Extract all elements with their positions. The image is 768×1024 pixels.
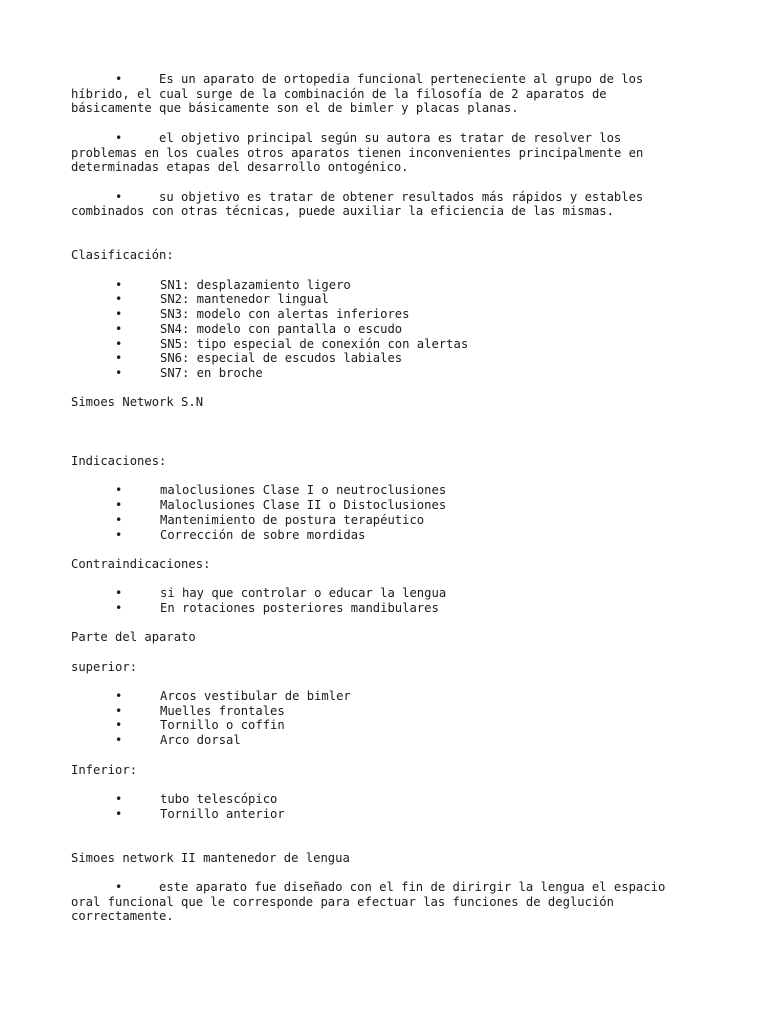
simoes-title: Simoes Network S.N [71, 395, 204, 410]
bullet-icon: • [115, 130, 123, 145]
document-page [71, 72, 691, 939]
list-item-text: Maloclusiones Clase II o Distoclusiones [160, 498, 447, 513]
paragraph-text: el objetivo principal según su autora es tratar de resolver los problemas en los cuales otros aparatos tienen inconvenientes principalmente en determinadas etapas del desarrollo ontogénico. [71, 130, 644, 175]
list-item-text: maloclusiones Clase I o neutroclusiones [160, 483, 447, 498]
list-item-text: SN7: en broche [160, 365, 263, 380]
paragraph-text: su objetivo es tratar de obtener resultados más rápidos y estables combinados con otras técnicas, puede auxiliar la eficiencia de las mismas. [71, 189, 644, 219]
simoes-ii-paragraph [71, 880, 691, 924]
contraindicaciones-list [71, 586, 691, 615]
list-item-text: SN2: mantenedor lingual [160, 292, 329, 307]
bullet-icon: • [115, 498, 123, 513]
paragraph-text: este aparato fue diseñado con el fin de dirirgir la lengua el espacio oral funcional que le corresponde para efectuar las funciones de deglución correctamente. [71, 880, 666, 924]
list-item-text: SN3: modelo con alertas inferiores [160, 307, 410, 322]
list-item-text: En rotaciones posteriores mandibulares [160, 600, 439, 615]
list-item [71, 689, 691, 704]
list-item-text: Mantenimiento de postura terapéutico [160, 512, 425, 527]
bullet-icon: • [115, 277, 123, 292]
list-item [71, 307, 691, 322]
bullet-icon: • [115, 733, 123, 748]
list-item-text: SN6: especial de escudos labiales [160, 351, 403, 366]
list-item [71, 718, 691, 733]
list-item-text: Arcos vestibular de bimler [160, 689, 351, 704]
bullet-icon: • [115, 321, 123, 336]
bullet-icon: • [115, 365, 123, 380]
list-item [71, 513, 691, 528]
inferior-heading: Inferior: [71, 762, 138, 777]
bullet-icon: • [115, 307, 123, 322]
list-item [71, 351, 691, 366]
bullet-icon: • [115, 292, 123, 307]
list-item [71, 807, 691, 822]
bullet-icon: • [115, 703, 123, 718]
bullet-icon: • [115, 527, 123, 542]
intro-paragraph-3 [71, 190, 691, 219]
list-item-text: Tornillo anterior [160, 806, 285, 821]
list-item [71, 292, 691, 307]
clasificacion-list [71, 278, 691, 381]
parte-heading: Parte del aparato [71, 630, 196, 645]
list-item [71, 483, 691, 498]
intro-paragraph-1 [71, 72, 691, 116]
bullet-icon: • [115, 689, 123, 704]
list-item [71, 498, 691, 513]
superior-list [71, 689, 691, 748]
spacer [71, 234, 691, 249]
list-item-text: Arco dorsal [160, 733, 241, 748]
bullet-icon: • [115, 880, 123, 895]
bullet-icon: • [115, 72, 123, 86]
list-item-text: si hay que controlar o educar la lengua [160, 586, 447, 601]
clasificacion-heading: Clasificación: [71, 248, 174, 263]
bullet-icon: • [115, 483, 123, 498]
list-item [71, 366, 691, 381]
inferior-list [71, 792, 691, 821]
list-item-text: Tornillo o coffin [160, 718, 285, 733]
bullet-icon: • [115, 512, 123, 527]
list-item [71, 733, 691, 748]
list-item [71, 337, 691, 352]
list-item-text: tubo telescópico [160, 791, 278, 806]
bullet-icon: • [115, 718, 123, 733]
paragraph-text: Es un aparato de ortopedia funcional perteneciente al grupo de los híbrido, el cual surge de la combinación de la filosofía de 2 aparatos de básicamente que básicamente son el de bimler y placas planas. [71, 72, 644, 116]
list-item [71, 528, 691, 543]
intro-paragraph-2 [71, 131, 691, 175]
spacer [71, 836, 691, 851]
list-item-text: SN5: tipo especial de conexión con alertas [160, 336, 469, 351]
list-item [71, 586, 691, 601]
indicaciones-heading: Indicaciones: [71, 454, 167, 469]
list-item [71, 278, 691, 293]
bullet-icon: • [115, 791, 123, 806]
list-item [71, 322, 691, 337]
bullet-icon: • [115, 586, 123, 601]
list-item-text: Corrección de sobre mordidas [160, 527, 366, 542]
bullet-icon: • [115, 600, 123, 615]
bullet-icon: • [115, 336, 123, 351]
list-item-text: SN4: modelo con pantalla o escudo [160, 321, 403, 336]
list-item [71, 792, 691, 807]
bullet-icon: • [115, 189, 123, 204]
list-item [71, 704, 691, 719]
bullet-icon: • [115, 351, 123, 366]
contraindicaciones-heading: Contraindicaciones: [71, 556, 211, 571]
superior-heading: superior: [71, 659, 138, 674]
list-item-text: Muelles frontales [160, 703, 285, 718]
simoes-ii-title: Simoes network II mantenedor de lengua [71, 850, 350, 865]
list-item-text: SN1: desplazamiento ligero [160, 277, 351, 292]
list-item [71, 601, 691, 616]
indicaciones-list [71, 483, 691, 542]
spacer [71, 425, 691, 454]
bullet-icon: • [115, 806, 123, 821]
